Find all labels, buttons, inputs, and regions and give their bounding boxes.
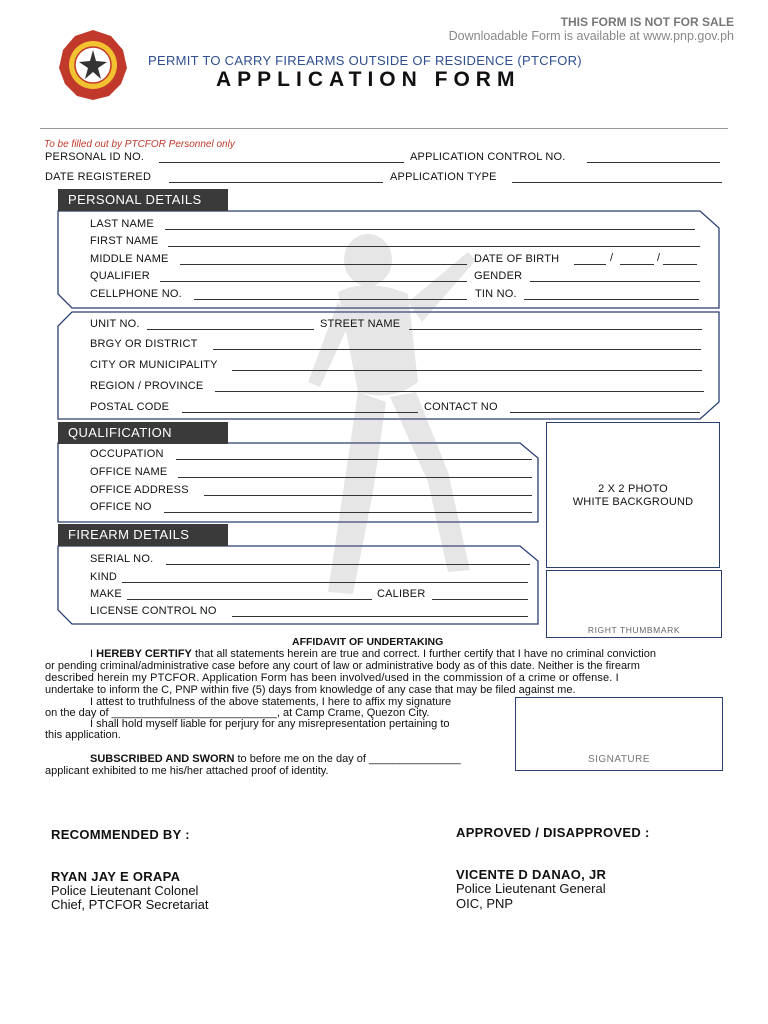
caliber-field[interactable] <box>432 599 528 600</box>
unit-no-label: UNIT NO. <box>90 318 140 330</box>
contact-no-label: CONTACT NO <box>424 401 498 413</box>
make-label: MAKE <box>90 588 122 600</box>
firearm-details-heading: FIREARM DETAILS <box>58 524 228 546</box>
unit-no-field[interactable] <box>147 329 314 330</box>
postal-code-label: POSTAL CODE <box>90 401 170 413</box>
date-of-birth-label: DATE OF BIRTH <box>474 253 560 265</box>
control-no-label: APPLICATION CONTROL NO. <box>410 151 566 163</box>
recommended-position: Chief, PTCFOR Secretariat <box>51 897 209 912</box>
license-control-field[interactable] <box>232 616 528 617</box>
office-address-label: OFFICE ADDRESS <box>90 484 189 496</box>
affidavit-p4-l2: applicant exhibited to me his/her attached proof of identity. <box>45 765 329 777</box>
signature-label: SIGNATURE <box>587 754 651 765</box>
city-label: CITY OR MUNICIPALITY <box>90 359 218 371</box>
qualifier-field[interactable] <box>160 281 467 282</box>
last-name-field[interactable] <box>165 229 695 230</box>
personnel-note: To be filled out by PTCFOR Personnel only <box>44 139 235 150</box>
approved-position: OIC, PNP <box>456 896 514 911</box>
last-name-label: LAST NAME <box>90 218 154 230</box>
cellphone-field[interactable] <box>194 299 467 300</box>
office-no-field[interactable] <box>164 512 532 513</box>
middle-name-field[interactable] <box>180 264 467 265</box>
photo-label-1: 2 X 2 PHOTO <box>598 483 668 495</box>
approved-label: APPROVED / DISAPPROVED : <box>456 825 650 840</box>
serial-no-field[interactable] <box>166 564 530 565</box>
affidavit-p2-l2: on the day of ___________________________, at Camp Crame, Quezon City. <box>45 707 430 719</box>
signature-box[interactable] <box>515 697 723 771</box>
postal-code-field[interactable] <box>182 412 418 413</box>
affidavit-p3-l1: I shall hold myself liable for perjury for any misrepresentation pertaining to <box>90 718 450 730</box>
license-control-label: LICENSE CONTROL NO <box>90 605 217 617</box>
gender-field[interactable] <box>530 281 700 282</box>
office-name-field[interactable] <box>178 477 532 478</box>
street-name-label: STREET NAME <box>320 318 401 330</box>
approved-name: VICENTE D DANAO, JR <box>456 867 607 882</box>
affidavit-p2-l1: I attest to truthfulness of the above statements, I here to affix my signature <box>90 696 452 708</box>
watermark-figure-icon <box>298 232 488 612</box>
photo-label-2: WHITE BACKGROUND <box>572 496 694 508</box>
first-name-field[interactable] <box>168 246 700 247</box>
application-type-label: APPLICATION TYPE <box>390 171 497 183</box>
affidavit-p1-l1: I HEREBY CERTIFY that all statements herein are true and correct. I further certify that I have no criminal conviction <box>90 648 656 660</box>
thumbmark-box[interactable] <box>546 570 722 638</box>
date-registered-label: DATE REGISTERED <box>45 171 152 183</box>
city-field[interactable] <box>232 370 702 371</box>
office-no-label: OFFICE NO <box>90 501 152 513</box>
street-name-field[interactable] <box>409 329 702 330</box>
photo-box[interactable] <box>546 422 720 568</box>
recommended-by-label: RECOMMENDED BY : <box>51 827 190 842</box>
affidavit-p1-l3: described herein my PTCFOR. Application Form has been involved/used in the commission of a crime or offense. I <box>45 672 619 684</box>
caliber-label: CALIBER <box>377 588 426 600</box>
not-for-sale-notice: THIS FORM IS NOT FOR SALE <box>560 15 734 29</box>
thumbmark-label: RIGHT THUMBMARK <box>587 625 681 635</box>
personal-id-label: PERSONAL ID NO. <box>45 151 145 163</box>
form-title: APPLICATION FORM <box>216 68 521 91</box>
region-field[interactable] <box>215 391 704 392</box>
cellphone-label: CELLPHONE NO. <box>90 288 182 300</box>
recommended-rank: Police Lieutenant Colonel <box>51 883 199 898</box>
office-name-label: OFFICE NAME <box>90 466 168 478</box>
qualifier-label: QUALIFIER <box>90 270 150 282</box>
occupation-field[interactable] <box>176 459 532 460</box>
brgy-field[interactable] <box>213 349 701 350</box>
personal-details-heading: PERSONAL DETAILS <box>58 189 228 211</box>
form-subtitle: PERMIT TO CARRY FIREARMS OUTSIDE OF RESIDENCE (PTCFOR) <box>148 53 582 68</box>
affidavit-p3-l2: this application. <box>45 729 121 741</box>
middle-name-label: MIDDLE NAME <box>90 253 169 265</box>
kind-field[interactable] <box>122 582 528 583</box>
kind-label: KIND <box>90 571 118 583</box>
tin-label: TIN NO. <box>475 288 517 300</box>
dob-month-field[interactable] <box>574 264 606 265</box>
serial-no-label: SERIAL NO. <box>90 553 154 565</box>
contact-no-field[interactable] <box>510 412 700 413</box>
affidavit-p4-l1: SUBSCRIBED AND SWORN to before me on the day of _______________ <box>90 753 461 765</box>
dob-day-field[interactable] <box>620 264 654 265</box>
first-name-label: FIRST NAME <box>90 235 159 247</box>
affidavit-p1-l4: undertake to inform the C, PNP within five (5) days from knowledge of any case that may be filed against me. <box>45 684 576 696</box>
office-address-field[interactable] <box>204 495 532 496</box>
gender-label: GENDER <box>474 270 523 282</box>
affidavit-heading: AFFIDAVIT OF UNDERTAKING <box>292 636 444 648</box>
make-field[interactable] <box>127 599 372 600</box>
brgy-label: BRGY OR DISTRICT <box>90 338 198 350</box>
recommended-name: RYAN JAY E ORAPA <box>51 869 181 884</box>
approved-rank: Police Lieutenant General <box>456 881 606 896</box>
download-note: Downloadable Form is available at www.pnp.gov.ph <box>448 29 734 43</box>
dob-year-field[interactable] <box>663 264 697 265</box>
region-label: REGION / PROVINCE <box>90 380 204 392</box>
tin-field[interactable] <box>524 299 699 300</box>
occupation-label: OCCUPATION <box>90 448 164 460</box>
qualification-heading: QUALIFICATION <box>58 422 228 444</box>
affidavit-p1-l2: or pending criminal/administrative case before any court of law or administrative body as of this date. Neither is the firearm <box>45 660 640 672</box>
